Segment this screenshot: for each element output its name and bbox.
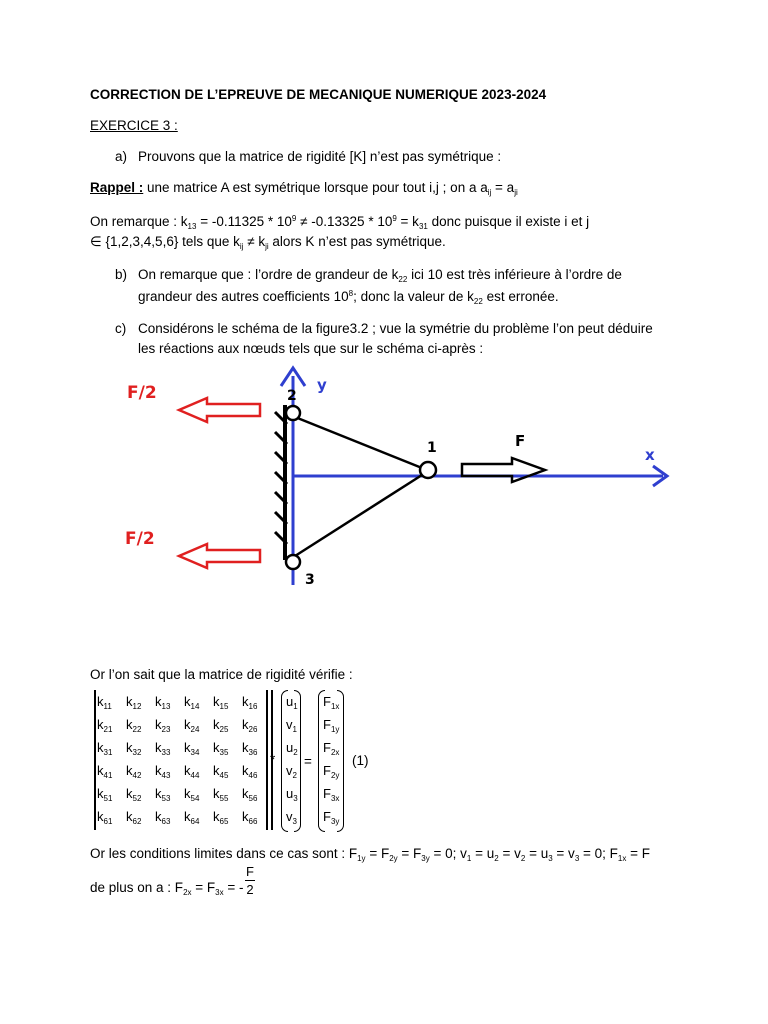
displacement-entry-index: 3 xyxy=(293,794,298,803)
matrix-left-bar xyxy=(94,690,96,830)
displacement-entry-index: 1 xyxy=(292,725,297,734)
displacement-entry xyxy=(286,740,298,755)
stiffness-coefficient xyxy=(97,694,112,709)
part-a-text: Prouvons que la matrice de rigidité [K] n’est pas symétrique : xyxy=(138,149,502,164)
stiffness-index: 23 xyxy=(161,725,171,734)
stiffness-symbol: k xyxy=(242,786,249,801)
stiffness-symbol: k xyxy=(213,717,220,732)
displacement-entry-index: 3 xyxy=(292,817,297,826)
part-b-l2-start: grandeur des autres coefficients 10 xyxy=(138,289,349,304)
part-b-line-2 xyxy=(138,289,559,304)
force-entry xyxy=(323,763,339,778)
stiffness-coefficient xyxy=(126,717,141,732)
force-entry-symbol: F xyxy=(323,694,331,709)
displacement-entry-symbol: v xyxy=(286,763,293,778)
stiffness-coefficient xyxy=(213,740,228,755)
displacement-entry-index: 1 xyxy=(293,702,298,711)
stiffness-coefficient xyxy=(184,786,199,801)
stiffness-coefficient xyxy=(184,717,199,732)
cond-t2: = F xyxy=(397,846,422,861)
remark-start: On remarque : k xyxy=(90,214,188,229)
stiffness-index: 65 xyxy=(219,817,229,826)
cond-t1: = F xyxy=(365,846,390,861)
force-bottom-label: F/2 xyxy=(125,529,155,549)
rappel-text: une matrice A est symétrique lorsque pour tout i,j ; on a a xyxy=(147,180,488,195)
matrix-right-bar xyxy=(266,690,268,830)
stiffness-symbol: k xyxy=(213,763,220,778)
stiffness-index: 22 xyxy=(132,725,142,734)
remark-exp-2: 9 xyxy=(392,214,397,223)
stiffness-symbol: k xyxy=(184,786,191,801)
force-entry-symbol: F xyxy=(323,786,331,801)
stiffness-coefficient xyxy=(97,763,112,778)
remark-l2-sub-ij: ij xyxy=(239,242,244,251)
stiffness-index: 14 xyxy=(190,702,200,711)
stiffness-coefficient xyxy=(126,763,141,778)
stiffness-symbol: k xyxy=(184,740,191,755)
force-entry-symbol: F xyxy=(323,717,331,732)
part-a-marker: a) xyxy=(115,149,128,164)
stiffness-index: 11 xyxy=(103,702,112,711)
force-top-label: F/2 xyxy=(127,383,157,403)
stiffness-index: 34 xyxy=(190,748,200,757)
rappel-eq: = a xyxy=(491,180,515,195)
node-2 xyxy=(286,406,300,420)
stiffness-index: 45 xyxy=(219,771,229,780)
force-entry-symbol: F xyxy=(323,740,331,755)
stiffness-index: 35 xyxy=(219,748,229,757)
stiffness-index: 15 xyxy=(219,702,229,711)
stiffness-symbol: k xyxy=(126,763,133,778)
cond2-s2: 3x xyxy=(215,888,224,897)
remark-value-1: = -0.11325 * 10 xyxy=(196,214,292,229)
part-c-line-2: les réactions aux nœuds tels que sur le schéma ci-après : xyxy=(138,341,484,356)
fraction-numerator: F xyxy=(246,864,254,879)
stiffness-symbol: k xyxy=(242,763,249,778)
stiffness-symbol: k xyxy=(97,763,104,778)
stiffness-symbol: k xyxy=(155,809,162,824)
stiffness-coefficient xyxy=(97,786,112,801)
stiffness-coefficient xyxy=(242,717,257,732)
force-entry-symbol: F xyxy=(323,809,331,824)
stiffness-index: 12 xyxy=(132,702,142,711)
fraction-f-over-2 xyxy=(243,864,257,897)
displacement-entry xyxy=(286,786,298,801)
cond-t5: = v xyxy=(498,846,521,861)
stiffness-symbol: k xyxy=(213,740,220,755)
displacement-entry-symbol: v xyxy=(286,809,293,824)
stiffness-index: 53 xyxy=(161,794,171,803)
cond-s3: 3y xyxy=(421,854,430,863)
fraction-bar xyxy=(245,880,255,881)
cond-t6: = u xyxy=(525,846,549,861)
force-entry-index: 3y xyxy=(330,817,340,826)
stiffness-coefficient xyxy=(126,786,141,801)
stiffness-symbol: k xyxy=(97,717,104,732)
stiffness-symbol: k xyxy=(155,740,162,755)
cond-t4: = u xyxy=(471,846,495,861)
force-entry-index: 2x xyxy=(330,748,340,757)
force-entry-symbol: F xyxy=(323,763,331,778)
remark-sub-31: 31 xyxy=(418,222,428,231)
remark-l2-neq: ≠ k xyxy=(243,234,266,249)
force-entry-index: 2y xyxy=(330,771,340,780)
stiffness-index: 32 xyxy=(132,748,142,757)
cond-s1: 1y xyxy=(357,854,366,863)
stiffness-symbol: k xyxy=(242,717,249,732)
cond2-s1: 2x xyxy=(183,888,192,897)
displacement-entry-symbol: u xyxy=(286,786,294,801)
page-title: CORRECTION DE L’EPREUVE DE MECANIQUE NUMERIQUE 2023-2024 xyxy=(90,87,547,102)
stiffness-symbol: k xyxy=(184,809,191,824)
stiffness-symbol: k xyxy=(155,717,162,732)
stiffness-coefficient xyxy=(242,694,257,709)
stiffness-coefficient xyxy=(126,809,141,824)
stiffness-index: 21 xyxy=(103,725,113,734)
part-b-l2-end: est erronée. xyxy=(482,289,559,304)
member-3-1 xyxy=(295,475,422,556)
cond-s7: 3 xyxy=(548,854,553,863)
stiffness-coefficient xyxy=(242,786,257,801)
stiffness-index: 51 xyxy=(103,794,113,803)
stiffness-coefficient xyxy=(184,694,199,709)
displacement-entry-symbol: u xyxy=(286,694,294,709)
cond-s2: 2y xyxy=(389,854,398,863)
stiffness-symbol: k xyxy=(97,809,104,824)
stiffness-symbol: k xyxy=(213,809,220,824)
stiffness-index: 55 xyxy=(219,794,229,803)
stiffness-coefficient xyxy=(155,694,170,709)
stiffness-coefficient xyxy=(213,786,228,801)
force-right-arrow-icon xyxy=(462,458,545,482)
stiffness-index: 43 xyxy=(161,771,171,780)
rigidity-intro: Or l’on sait que la matrice de rigidité vérifie : xyxy=(90,667,353,682)
member-2-1 xyxy=(295,417,422,468)
stiffness-symbol: k xyxy=(126,717,133,732)
remark-l2-end: alors K n’est pas symétrique. xyxy=(268,234,446,249)
exercise-heading: EXERCICE 3 : xyxy=(90,118,178,133)
stiffness-index: 66 xyxy=(248,817,258,826)
cond-s4: 1 xyxy=(466,854,472,863)
stiffness-symbol: k xyxy=(184,763,191,778)
stiffness-symbol: k xyxy=(155,786,162,801)
force-entry xyxy=(323,740,339,755)
stiffness-index: 63 xyxy=(161,817,171,826)
force-vector xyxy=(318,690,342,830)
stiffness-index: 13 xyxy=(161,702,171,711)
stiffness-index: 33 xyxy=(161,748,171,757)
equals-sign: = xyxy=(304,754,312,769)
stiffness-symbol: k xyxy=(126,809,133,824)
conditions-line-2 xyxy=(90,880,244,895)
stiffness-symbol: k xyxy=(97,694,104,709)
part-b-l2-mid: ; donc la valeur de k xyxy=(353,289,474,304)
remark-l2-sub-ji: ji xyxy=(265,242,269,251)
times-sign: * xyxy=(270,752,276,767)
part-c-marker: c) xyxy=(115,321,127,336)
stiffness-symbol: k xyxy=(213,694,220,709)
stiffness-symbol: k xyxy=(126,694,133,709)
force-bottom-arrow-icon xyxy=(179,544,260,568)
stiffness-symbol: k xyxy=(155,694,162,709)
remark-sub-13: 13 xyxy=(187,222,197,231)
stiffness-coefficient xyxy=(155,809,170,824)
stiffness-index: 52 xyxy=(132,794,142,803)
stiffness-coefficient xyxy=(126,740,141,755)
stiffness-index: 31 xyxy=(103,748,113,757)
stiffness-index: 61 xyxy=(103,817,113,826)
stiffness-coefficient xyxy=(213,717,228,732)
cond2-t1: = F xyxy=(191,880,216,895)
cond-t8: = 0; F xyxy=(579,846,618,861)
stiffness-index: 16 xyxy=(248,702,258,711)
remark-exp-1: 9 xyxy=(291,214,297,223)
cond2-start: de plus on a : F xyxy=(90,880,184,895)
displacement-entry-index: 2 xyxy=(292,771,297,780)
stiffness-coefficient xyxy=(184,763,199,778)
cond-s8: 3 xyxy=(574,854,580,863)
cond-s6: 2 xyxy=(520,854,526,863)
remark-tail: donc puisque il existe i et j xyxy=(427,214,590,229)
stiffness-coefficient xyxy=(155,763,170,778)
force-entry xyxy=(323,786,339,801)
stiffness-index: 36 xyxy=(248,748,258,757)
displacement-vector xyxy=(281,690,299,830)
stiffness-index: 44 xyxy=(190,771,200,780)
stiffness-symbol: k xyxy=(126,740,133,755)
stiffness-symbol: k xyxy=(184,717,191,732)
node-label-2: 2 xyxy=(287,388,297,404)
stiffness-index: 54 xyxy=(190,794,200,803)
stiffness-coefficient xyxy=(97,740,112,755)
stiffness-coefficient xyxy=(126,694,141,709)
force-right-label: F xyxy=(515,432,526,450)
cond-t3: = 0; v xyxy=(429,846,467,861)
force-top-arrow-icon xyxy=(179,398,260,422)
stiffness-index: 26 xyxy=(248,725,258,734)
force-entry xyxy=(323,717,339,732)
stiffness-symbol: k xyxy=(126,786,133,801)
stiffness-coefficient xyxy=(242,763,257,778)
stiffness-coefficient xyxy=(213,763,228,778)
remark-neq: ≠ -0.13325 * 10 xyxy=(296,214,393,229)
stiffness-coefficient xyxy=(155,786,170,801)
stiffness-symbol: k xyxy=(97,786,104,801)
fraction-denominator: 2 xyxy=(246,882,254,897)
stiffness-coefficient xyxy=(242,809,257,824)
displacement-entry xyxy=(286,763,297,778)
stiffness-index: 25 xyxy=(219,725,229,734)
x-axis-label: x xyxy=(645,446,655,464)
stiffness-coefficient xyxy=(213,809,228,824)
stiffness-index: 42 xyxy=(132,771,142,780)
displacement-entry-symbol: v xyxy=(286,717,293,732)
stiffness-symbol: k xyxy=(242,809,249,824)
force-entry-index: 3x xyxy=(330,794,340,803)
cond-start: Or les conditions limites dans ce cas sont : F xyxy=(90,846,358,861)
stiffness-index: 56 xyxy=(248,794,258,803)
stiffness-symbol: k xyxy=(213,786,220,801)
remark-l2-start: ∈ {1,2,3,4,5,6} tels que k xyxy=(90,234,240,249)
cond-t9: = F xyxy=(626,846,651,861)
node-3 xyxy=(286,555,300,569)
force-entry xyxy=(323,694,339,709)
cond-t7: = v xyxy=(552,846,575,861)
displacement-entry xyxy=(286,717,297,732)
displacement-entry-symbol: u xyxy=(286,740,294,755)
stiffness-symbol: k xyxy=(184,694,191,709)
part-c-line-1: Considérons le schéma de la figure3.2 ; vue la symétrie du problème l’on peut déduire xyxy=(138,321,653,336)
stiffness-matrix xyxy=(94,690,268,830)
stiffness-coefficient xyxy=(242,740,257,755)
truss-figure xyxy=(95,360,685,590)
remark-line-1 xyxy=(90,214,589,229)
rappel-label: Rappel : xyxy=(90,180,144,195)
stiffness-index: 62 xyxy=(132,817,142,826)
stiffness-symbol: k xyxy=(242,740,249,755)
force-entry xyxy=(323,809,339,824)
rappel-line xyxy=(90,180,518,195)
remark-line-2 xyxy=(90,234,446,250)
part-b-line-1 xyxy=(138,267,622,282)
stiffness-index: 41 xyxy=(103,771,113,780)
node-label-3: 3 xyxy=(305,572,315,588)
node-label-1: 1 xyxy=(427,440,437,456)
displacement-entry xyxy=(286,809,297,824)
y-axis-label: y xyxy=(317,376,327,394)
stiffness-coefficient xyxy=(155,740,170,755)
stiffness-coefficient xyxy=(155,717,170,732)
rappel-sub-ji: ji xyxy=(514,188,518,197)
cond-s5: 2 xyxy=(494,854,499,863)
part-b-l1-end: ici 10 est très inférieure à l’ordre de xyxy=(407,267,622,282)
force-entry-index: 1y xyxy=(330,725,340,734)
part-b-l2-exp: 8 xyxy=(348,289,354,298)
stiffness-coefficient xyxy=(97,809,112,824)
cond2-t2: = - xyxy=(223,880,244,895)
stiffness-index: 24 xyxy=(190,725,200,734)
rappel-sub-ij: ij xyxy=(487,188,492,197)
stiffness-symbol: k xyxy=(97,740,104,755)
part-b-marker: b) xyxy=(115,267,128,282)
part-b-l1-sub: 22 xyxy=(398,275,408,284)
part-b-l2-sub: 22 xyxy=(473,297,483,306)
stiffness-coefficient xyxy=(184,809,199,824)
stiffness-coefficient xyxy=(97,717,112,732)
stiffness-symbol: k xyxy=(242,694,249,709)
displacement-entry-index: 2 xyxy=(293,748,298,757)
remark-eq-k31: = k xyxy=(396,214,419,229)
force-entry-index: 1x xyxy=(330,702,340,711)
stiffness-coefficient xyxy=(184,740,199,755)
part-b-l1-start: On remarque que : l’ordre de grandeur de k xyxy=(138,267,399,282)
conditions-line-1 xyxy=(90,846,650,861)
stiffness-index: 46 xyxy=(248,771,258,780)
stiffness-index: 64 xyxy=(190,817,200,826)
cond-s9: 1x xyxy=(617,854,627,863)
stiffness-symbol: k xyxy=(155,763,162,778)
equation-number: (1) xyxy=(352,753,369,768)
displacement-entry xyxy=(286,694,298,709)
node-1 xyxy=(420,462,436,478)
stiffness-coefficient xyxy=(213,694,228,709)
